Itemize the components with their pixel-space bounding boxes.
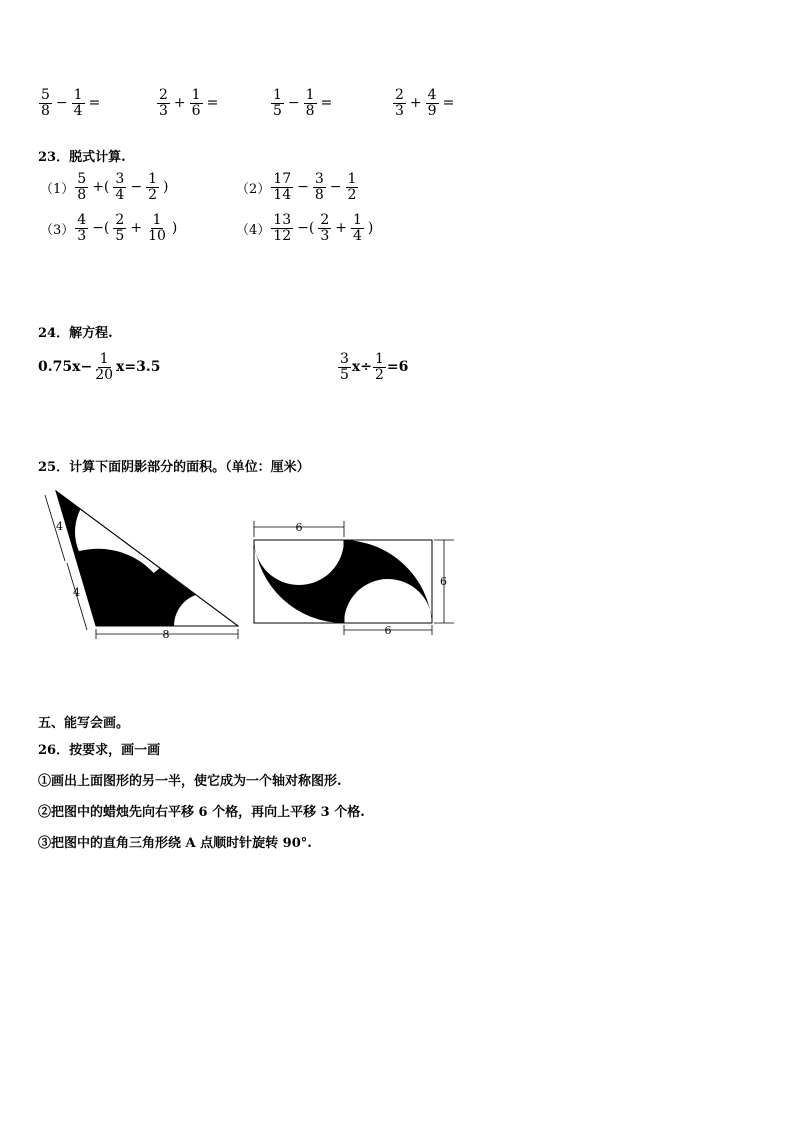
denominator: 2	[148, 186, 157, 203]
q23-item-2	[236, 172, 359, 202]
operator: −	[130, 179, 143, 196]
dim-label-right: 6	[440, 575, 447, 588]
numerator: 1	[305, 87, 315, 103]
item-label: （2）	[236, 181, 271, 197]
q23-item-3	[40, 213, 180, 243]
denominator: 8	[314, 186, 324, 203]
item-label: （4）	[236, 222, 271, 238]
q26-title: 26．按要求，画一画	[38, 743, 161, 758]
fraction-problem-3	[270, 88, 335, 118]
denominator: 12	[273, 227, 292, 244]
operator: +	[173, 95, 186, 112]
denominator: 5	[273, 102, 282, 119]
numerator: 17	[273, 171, 292, 187]
denominator: 4	[115, 186, 125, 203]
dim-label-bottom: 6	[384, 624, 392, 637]
q26-item-1: ①画出上面图形的另一半，使它成为一个轴对称图形.	[38, 774, 342, 789]
denominator: 9	[427, 102, 437, 119]
dim-label-top: 6	[295, 521, 303, 534]
numerator: 2	[159, 87, 168, 103]
operator: −	[329, 179, 342, 196]
numerator: 1	[347, 171, 357, 187]
numerator: 13	[273, 212, 292, 228]
numerator: 5	[77, 171, 87, 187]
fraction-problem-2	[156, 88, 221, 118]
numerator: 2	[115, 212, 125, 228]
denominator: 10	[148, 227, 166, 244]
item-label: （1）	[40, 181, 75, 197]
denominator: 20	[95, 366, 114, 383]
denominator: 8	[305, 102, 315, 119]
denominator: 3	[77, 227, 87, 244]
denominator: 5	[340, 366, 349, 383]
q26-item-2: ②把图中的蜡烛先向右平移 6 个格，再向上平移 3 个格.	[38, 805, 365, 820]
denominator: 3	[320, 227, 330, 244]
denominator: 8	[41, 102, 50, 119]
shaded-semicircle	[73, 549, 174, 626]
close-paren: )	[367, 220, 374, 237]
numerator: 1	[152, 212, 162, 228]
q25-title: 25．计算下面阴影部分的面积。（单位：厘米）	[38, 460, 310, 475]
fraction-problem-4	[392, 88, 457, 118]
denominator: 14	[273, 186, 292, 203]
operator: +	[130, 220, 143, 237]
equals-sign: =	[88, 95, 101, 112]
q23-item-4	[236, 213, 376, 243]
equation-part: x÷	[351, 359, 372, 376]
close-paren: )	[162, 179, 169, 196]
operator: +	[335, 220, 347, 237]
q23-title: 23．脱式计算.	[38, 150, 126, 165]
denominator: 4	[73, 102, 83, 119]
numerator: 5	[41, 87, 50, 103]
equation-part: 0.75x−	[38, 359, 93, 376]
q23-item-1	[40, 172, 171, 202]
dim-label-base: 8	[162, 628, 170, 641]
denominator: 5	[115, 227, 125, 244]
equals-sign: =	[320, 95, 333, 112]
q26-item-3: ③把图中的直角三角形绕 A 点顺时针旋转 90°.	[38, 836, 312, 851]
numerator: 1	[191, 87, 201, 103]
numerator: 4	[427, 87, 437, 103]
denominator: 6	[191, 102, 201, 119]
dim-label-side-bottom: 4	[73, 586, 80, 599]
operator: +(	[92, 179, 110, 196]
numerator: 2	[395, 87, 404, 103]
equation-part: x=3.5	[116, 359, 161, 376]
shaded-left	[254, 540, 344, 623]
equation-part: =6	[386, 359, 409, 376]
operator: −	[297, 179, 309, 196]
fraction-problem-1	[38, 88, 103, 118]
operator: −	[287, 95, 300, 112]
equals-sign: =	[442, 95, 455, 112]
numerator: 3	[115, 171, 125, 187]
denominator: 4	[352, 227, 362, 244]
denominator: 8	[77, 186, 87, 203]
section-five-title: 五、能写会画。	[38, 716, 130, 731]
operator: −(	[92, 220, 110, 237]
equals-sign: =	[206, 95, 219, 112]
q25-figure-rectangle	[248, 515, 458, 640]
denominator: 2	[375, 366, 384, 383]
numerator: 1	[148, 171, 157, 187]
denominator: 3	[159, 102, 168, 119]
numerator: 1	[273, 87, 282, 103]
numerator: 1	[73, 87, 83, 103]
operator: −(	[297, 220, 315, 237]
numerator: 1	[352, 212, 362, 228]
q24-equation-1	[38, 352, 160, 382]
q24-title: 24．解方程.	[38, 326, 113, 341]
numerator: 3	[340, 351, 349, 367]
numerator: 2	[320, 212, 330, 228]
numerator: 4	[77, 212, 87, 228]
denominator: 2	[347, 186, 357, 203]
operator: −	[55, 95, 68, 112]
denominator: 3	[395, 102, 404, 119]
close-paren: )	[171, 220, 178, 237]
q24-equation-2	[337, 352, 408, 382]
numerator: 1	[99, 351, 109, 367]
dim-label-side-top: 4	[56, 520, 63, 533]
q25-figure-triangle	[30, 485, 250, 645]
item-label: （3）	[40, 222, 75, 238]
numerator: 3	[314, 171, 324, 187]
numerator: 1	[375, 351, 384, 367]
shaded-right	[344, 540, 432, 623]
operator: +	[409, 95, 422, 112]
